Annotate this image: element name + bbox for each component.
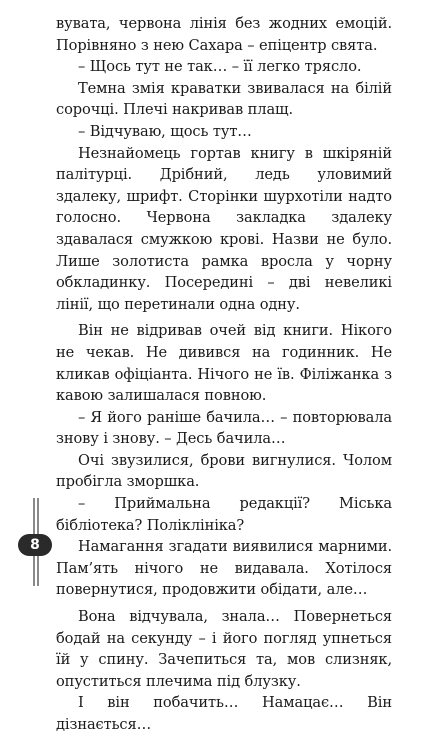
- paragraph-6: Він не відривав очей від книги. Нікого не чекав. Не дивився на годинник. Не кликав офіціанта. Нічого не їв. Філіжанка з кавою залишалася повною.: [56, 322, 392, 405]
- body-text: [56, 13, 392, 736]
- paragraph-3: Темна змія краватки звивалася на білій сорочці. Плечі накривав плащ.: [56, 79, 392, 119]
- paragraph-8: Очі звузилися, брови вигнулися. Чолом пробігла зморшка.: [56, 451, 392, 491]
- paragraph-2: – Щось тут не так… – її легко трясло.: [78, 58, 362, 76]
- paragraph-10: Намагання згадати виявилися марними. Пам’ять нічого не видавала. Хотілося повернутися, продовжити обідати, але…: [56, 538, 392, 599]
- page-number-badge: [18, 534, 52, 556]
- paragraph-9: – Приймальна редакції? Міська бібліотека? Поліклініка?: [56, 495, 392, 534]
- paragraph-7: – Я його раніше бачила… – повторювала знову і знову. – Десь бачила…: [56, 408, 392, 448]
- paragraph-4: – Відчуваю, щось тут…: [78, 122, 252, 140]
- paragraph-1: вувата, червона лінія без жодних емоцій. Порівняно з нею Сахара – епіцентр свята.: [56, 15, 392, 54]
- paragraph-11: Вона відчувала, знала… Повернеться бодай на секунду – і його погляд упнеться їй у спину. Зачепиться та, мов слизняк, опуститься плечима під блузку.: [56, 608, 392, 690]
- paragraph-5: Незнайомець гортав книгу в шкіряній палітурці. Дрібний, ледь уловимий здалеку, шрифт. Сторінки шурхотіли надто голосно. Червона закладка здалеку здавалася смужкою крові. Назви не було. Лише золотиста рамка вросла у чорну обкладинку. Посередині – дві невеликі лінії, що перетинали одна одну.: [56, 144, 392, 313]
- paragraph-12: І він побачить… Намацає… Він дізнається…: [56, 694, 392, 733]
- page-number: 8: [30, 537, 40, 553]
